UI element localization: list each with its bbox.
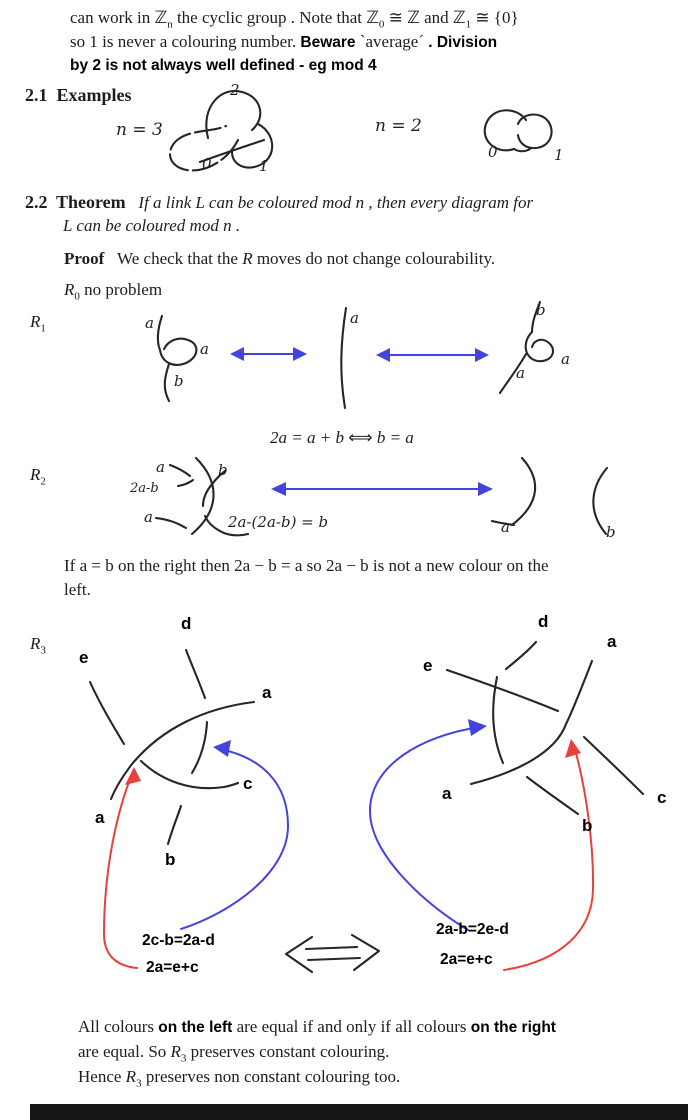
division-annotation: . Division	[428, 34, 498, 51]
r3-left-e-strand	[90, 682, 124, 744]
proof-line: Proof We check that the R moves do not change colourability.	[64, 249, 496, 268]
r3-left-red-equation: 2a=e+c	[146, 959, 199, 976]
intro-line-2: so 1 is never a colouring number. Beware `average´ . Division	[70, 32, 498, 51]
trefoil-colour-1: 1	[259, 157, 269, 175]
r2-right-arc-1	[512, 458, 535, 525]
r2-paragraph-line-1: If a = b on the right then 2a − b = a so 2a − b is not a new colour on the	[64, 556, 549, 575]
r3-right-c-segment	[584, 737, 643, 794]
r3-left-blue-arrow	[181, 749, 288, 929]
r1-left-curl-loop	[160, 339, 196, 365]
scan-edge-artifact	[30, 1104, 688, 1120]
r3-label: $R_3$	[30, 634, 46, 657]
r3-left-d-strand-top	[186, 650, 205, 698]
blue-double-arrow-1-left-head	[230, 347, 244, 361]
r1-left-b: b	[174, 372, 184, 390]
iff-arrow-left-head	[286, 937, 312, 972]
blue-double-arrow-2-left-head	[376, 348, 390, 362]
r3-left-label-d: d	[181, 614, 192, 633]
r3-left-blue-arrowhead	[213, 740, 231, 757]
r1-label: $R_1$	[30, 312, 46, 335]
r2-paragraph-line-2: left.	[64, 580, 91, 599]
blue-double-arrow-1-right-head	[293, 347, 307, 361]
r3-right-e-over-strand	[447, 670, 558, 711]
r3-left-label-a-right: a	[262, 683, 272, 702]
r1-right-a-bottom: a	[516, 364, 525, 382]
r2-left-equation: 2a-(2a-b) = b	[228, 513, 329, 531]
hopf-colour-0: 0	[488, 143, 498, 161]
r3-right-red-equation: 2a=e+c	[440, 951, 493, 968]
iff-arrow-shaft-bottom	[308, 958, 360, 960]
conclusion-line-2: are equal. So $R_3$ preserves constant colouring.	[78, 1042, 390, 1065]
r3-left-label-e: e	[79, 648, 89, 667]
r3-right-blue-arrow	[370, 727, 480, 930]
r1-left-a-loop: a	[200, 340, 209, 358]
r2-left-under-strand-top	[203, 483, 213, 506]
r3-right-label-e: e	[423, 656, 433, 675]
iff-arrow-right-head	[352, 935, 379, 970]
blue-double-arrow-2-right-head	[475, 348, 489, 362]
r1-right-a-loop: a	[561, 350, 570, 368]
r3-left-label-c: c	[243, 774, 253, 793]
r2-left-a-bottom: a	[144, 508, 153, 526]
r1-right-b: b	[536, 301, 546, 319]
r1-left-curl-tail	[165, 364, 169, 401]
on-the-right-annotation: on the right	[470, 1019, 556, 1036]
r3-right-label-b: b	[582, 816, 593, 835]
conclusion-line-3: Hence $R_3$ preserves non constant colouring too.	[78, 1067, 401, 1090]
beware-annotation: Beware	[300, 34, 356, 51]
r0-line: $R_0$ no problem	[64, 280, 163, 303]
r2-right-a: a	[501, 518, 510, 536]
knot-examples-drawing	[160, 80, 590, 185]
hopf-colour-1: 1	[554, 146, 564, 164]
r3-left-c-arc	[141, 761, 238, 788]
on-the-left-annotation: on the left	[158, 1019, 233, 1036]
r1-middle-strand	[341, 308, 346, 408]
r3-left-label-a-left: a	[95, 808, 105, 827]
r3-right-blue-equation: 2a-b=2e-d	[436, 921, 509, 938]
intro-line-1: can work in ℤ$_n$ the cyclic group . Note that ℤ$_0$ ≅ ℤ and ℤ$_1$ ≅ {0}	[70, 8, 519, 31]
r2-left-2a-b: 2a-b	[130, 481, 159, 496]
r2-left-a-tick	[170, 465, 190, 476]
r3-right-a-over-strand	[471, 661, 592, 784]
iff-arrow-shaft-top	[306, 947, 357, 949]
r3-right-label-c: c	[657, 788, 667, 807]
r3-right-red-arrow	[504, 746, 593, 970]
r2-right-b: b	[606, 523, 616, 541]
blue-double-arrow-3-right-head	[478, 482, 493, 496]
blue-double-arrow-3-left-head	[271, 482, 286, 496]
n3-label: n = 3	[116, 120, 163, 140]
r1-right-curl-loop	[526, 332, 553, 361]
theorem-word: Theorem	[56, 192, 126, 212]
r3-right-blue-arrowhead	[468, 719, 487, 736]
r3-right-b-segment	[527, 777, 578, 814]
r3-right-label-a-left: a	[442, 784, 452, 803]
hopf-right-circle	[518, 115, 552, 149]
r2-left-a-bottom-tick	[156, 518, 186, 528]
intro-line-3: by 2 is not always well defined - eg mod 4	[70, 57, 377, 74]
proof-word: Proof	[64, 249, 105, 268]
r1-left-curl-top	[158, 316, 162, 350]
r3-left-red-arrow	[104, 774, 137, 968]
conclusion-line-1: All colours on the left are equal if and only if all colours on the right	[78, 1017, 556, 1036]
n2-label: n = 2	[375, 116, 422, 136]
r3-diagrams	[0, 600, 688, 1010]
r2-left-a-top: a	[156, 458, 165, 476]
r2-right-arc-2	[593, 468, 607, 534]
examples-heading: 2.1 Examples	[25, 85, 132, 105]
r2-label: $R_2$	[30, 465, 46, 488]
r3-right-label-a-top: a	[607, 632, 617, 651]
r3-right-red-arrowhead	[565, 739, 581, 758]
r1-mid-a: a	[350, 309, 359, 327]
r1-left-a-top: a	[145, 314, 154, 332]
r3-left-b-segment	[168, 806, 181, 844]
r3-left-d-strand-bottom	[192, 722, 207, 773]
r2-left-b: b	[218, 461, 228, 479]
trefoil-colour-2: 2	[230, 81, 240, 99]
r3-right-label-d: d	[538, 612, 549, 631]
r3-left-blue-equation: 2c-b=2a-d	[142, 932, 215, 949]
theorem-line-2: L can be coloured mod n .	[63, 216, 241, 235]
r2-left-mid-tick	[178, 480, 193, 486]
r3-right-d-strand-top	[506, 642, 536, 669]
r2-diagrams	[130, 448, 650, 553]
r3-left-label-b: b	[165, 850, 176, 869]
hopf-link-arc	[514, 149, 530, 151]
r1-equation: 2a = a + b ⟺ b = a	[270, 428, 414, 447]
theorem-line-1: 2.2 Theorem If a link L can be coloured mod n , then every diagram for	[25, 192, 534, 212]
trefoil-colour-0: 0	[202, 155, 212, 173]
